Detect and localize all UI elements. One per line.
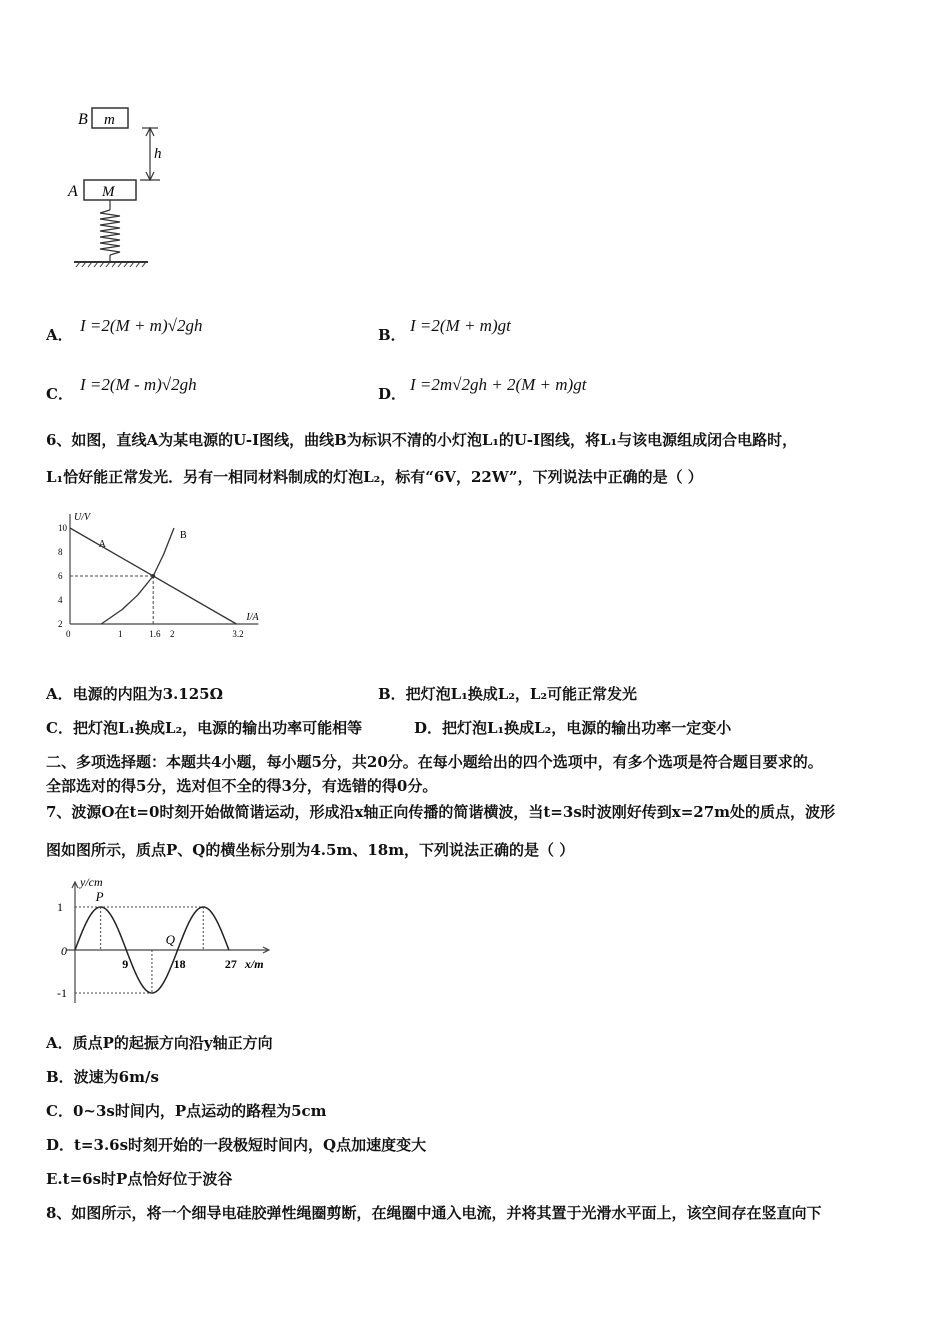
ui-graph bbox=[50, 498, 259, 646]
q5-option-d-label[interactable]: D． bbox=[378, 385, 407, 403]
y-tick-label: -1 bbox=[57, 986, 67, 1000]
block-spring-figure bbox=[60, 100, 170, 275]
q7-stem-line2: 图如图所示，质点P、Q的横坐标分别为4.5m、18m，下列说法正确的是（ ） bbox=[46, 841, 575, 859]
block-a-mass: M bbox=[102, 184, 115, 200]
q8-stem-line1: 8、如图所示，将一个细导电硅胶弹性绳圈剪断，在绳圈中通入电流，并将其置于光滑水平面上，该空间存在竖直向下 bbox=[46, 1204, 822, 1222]
q6-option-b[interactable]: B．把灯泡L₁换成L₂，L₂可能正常发光 bbox=[378, 685, 638, 703]
q5-option-c-formula[interactable]: I =2(M - m)√2gh bbox=[80, 375, 197, 394]
q5-option-d-formula[interactable]: I =2m√2gh + 2(M + m)gt bbox=[410, 375, 587, 394]
intersection-point bbox=[151, 574, 155, 578]
block-b-mass: m bbox=[104, 112, 115, 128]
point-p-label: P bbox=[95, 889, 104, 904]
spring bbox=[100, 210, 120, 255]
q5-option-b-formula[interactable]: I =2(M + m)gt bbox=[410, 316, 511, 335]
block-a-label: A bbox=[68, 183, 78, 200]
q6-option-a[interactable]: A．电源的内阻为3.125Ω bbox=[46, 685, 223, 703]
q7-option-e[interactable]: E.t=6s时P点恰好位于波谷 bbox=[46, 1170, 233, 1188]
q7-option-d[interactable]: D．t=3.6s时刻开始的一段极短时间内，Q点加速度变大 bbox=[46, 1136, 427, 1154]
q5-option-c-label[interactable]: C． bbox=[46, 385, 73, 403]
x-tick-label: 2 bbox=[170, 629, 175, 639]
height-label: h bbox=[154, 146, 162, 162]
point-q-label: Q bbox=[165, 932, 175, 947]
q6-option-c[interactable]: C．把灯泡L₁换成L₂，电源的输出功率可能相等 bbox=[46, 719, 363, 737]
x-tick-label: 0 bbox=[66, 629, 71, 639]
q7-option-b[interactable]: B．波速为6m/s bbox=[46, 1068, 159, 1086]
q7-option-a[interactable]: A．质点P的起振方向沿y轴正方向 bbox=[46, 1034, 273, 1052]
q6-stem-line1: 6、如图，直线A为某电源的U-I图线，曲线B为标识不清的小灯泡L₁的U-I图线，将L₁与该电源组成闭合电路时， bbox=[46, 431, 798, 449]
q5-option-b-label[interactable]: B． bbox=[378, 326, 406, 344]
x-tick-label: 1.6 bbox=[149, 629, 161, 639]
y-tick-label: 6 bbox=[58, 571, 63, 581]
x-tick-label: 3.2 bbox=[232, 629, 244, 639]
y-axis-label: y/cm bbox=[80, 875, 103, 889]
x-tick-label: 18 bbox=[173, 957, 186, 971]
y-tick-label: 10 bbox=[58, 523, 67, 533]
origin-label: 0 bbox=[61, 944, 67, 958]
x-tick-label: 27 bbox=[224, 957, 237, 971]
q6-stem-line2: L₁恰好能正常发光．另有一相同材料制成的灯泡L₂，标有“6V，22W”，下列说法中正确的是（ ） bbox=[46, 468, 703, 486]
y-tick-label: 2 bbox=[58, 619, 63, 629]
y-tick-label: 8 bbox=[58, 547, 63, 557]
series-b-label: B bbox=[180, 530, 187, 541]
block-b-label: B bbox=[78, 111, 88, 128]
series-a-label: A bbox=[98, 539, 106, 551]
section2-line1: 二、多项选择题：本题共4小题，每小题5分，共20分。在每小题给出的四个选项中，有多个选项是符合题目要求的。 bbox=[46, 753, 823, 771]
x-tick-label: 1 bbox=[118, 629, 123, 639]
q5-option-a-label[interactable]: A． bbox=[46, 326, 73, 344]
x-axis-label: x/m bbox=[244, 957, 264, 971]
q7-option-c[interactable]: C．0~3s时间内，P点运动的路程为5cm bbox=[46, 1102, 327, 1120]
q6-option-d[interactable]: D．把灯泡L₁换成L₂，电源的输出功率一定变小 bbox=[414, 719, 732, 737]
section2-line2: 全部选对的得5分，选对但不全的得3分，有选错的得0分。 bbox=[46, 777, 438, 795]
y-tick-label: 1 bbox=[57, 900, 63, 914]
q7-stem-line1: 7、波源O在t=0时刻开始做简谐运动，形成沿x轴正向传播的简谐横波，当t=3s时波刚好传到x=27m处的质点，波形 bbox=[46, 803, 836, 821]
x-axis-label: I/A bbox=[246, 612, 259, 623]
y-axis-label: U/V bbox=[74, 512, 91, 523]
x-tick-label: 9 bbox=[122, 957, 129, 971]
y-tick-label: 4 bbox=[58, 595, 63, 605]
wave-graph bbox=[40, 872, 280, 1007]
q5-option-a-formula[interactable]: I =2(M + m)√2gh bbox=[80, 316, 203, 335]
